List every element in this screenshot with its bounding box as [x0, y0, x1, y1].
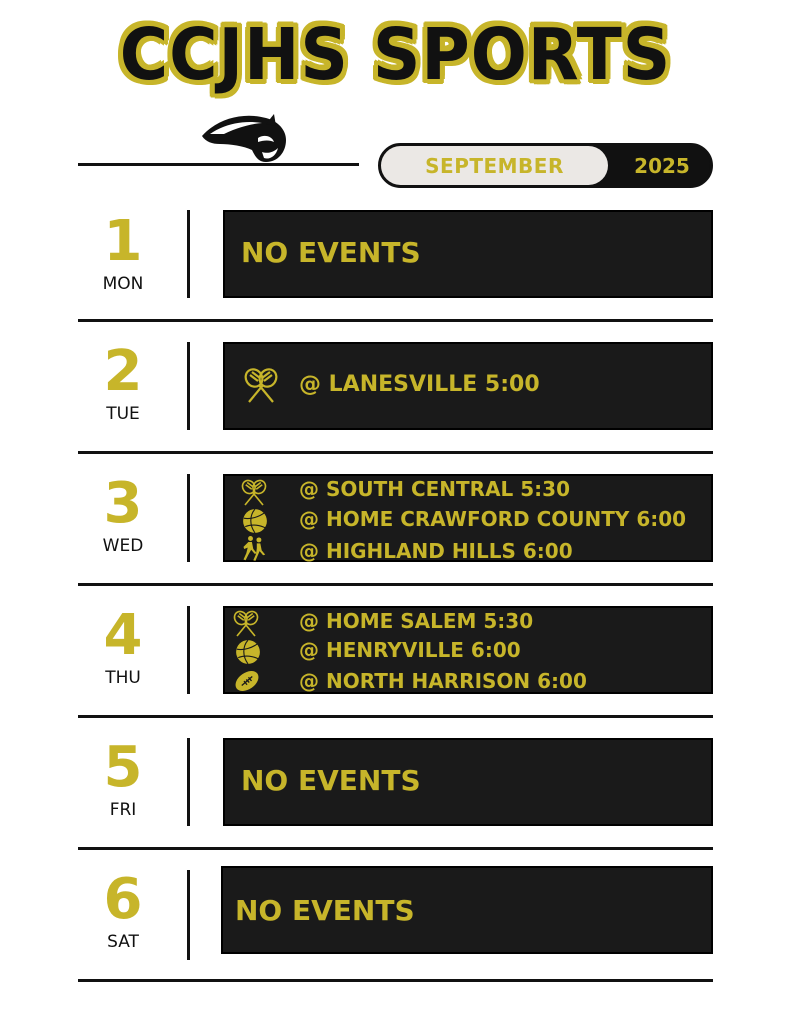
- tennis-icon: [241, 366, 281, 406]
- volleyball-icon: [241, 507, 269, 535]
- tennis-icon: [231, 609, 261, 639]
- day-name: WED: [102, 536, 144, 556]
- day-divider: [187, 738, 190, 826]
- row-separator: [78, 583, 713, 586]
- football-icon: [232, 666, 262, 696]
- event-box: [223, 606, 713, 694]
- event-text: @ LANESVILLE 5:00: [299, 372, 540, 397]
- day-row: [78, 208, 713, 300]
- event-text: @ SOUTH CENTRAL 5:30: [299, 477, 571, 501]
- day-name: FRI: [109, 800, 137, 820]
- day-row: [78, 866, 713, 960]
- event-box: [223, 342, 713, 430]
- day-name: SAT: [107, 932, 139, 952]
- day-divider: [187, 210, 190, 298]
- event-text: @ HOME SALEM 5:30: [299, 609, 534, 633]
- day-divider: [187, 870, 190, 960]
- month-year-pill: [378, 143, 713, 188]
- day-row: [78, 340, 713, 432]
- event-box: [221, 866, 713, 954]
- row-separator: [78, 979, 713, 982]
- day-number: 1: [103, 209, 143, 274]
- volleyball-icon: [234, 638, 262, 666]
- event-text: @ HENRYVILLE 6:00: [299, 638, 521, 662]
- day-divider: [187, 342, 190, 430]
- page-title: CCJHS SPORTS: [119, 12, 672, 97]
- event-text: @ HIGHLAND HILLS 6:00: [299, 539, 573, 563]
- day-divider: [187, 606, 190, 694]
- event-box: [223, 210, 713, 298]
- day-name: THU: [105, 668, 141, 688]
- day-name: MON: [102, 274, 144, 294]
- event-text: @ NORTH HARRISON 6:00: [299, 669, 587, 693]
- year-label: 2025: [634, 153, 690, 178]
- day-divider: [187, 474, 190, 562]
- event-box: [223, 474, 713, 562]
- day-name: TUE: [106, 404, 140, 424]
- tennis-icon: [239, 478, 269, 508]
- month-label: SEPTEMBER: [381, 146, 608, 185]
- day-row: [78, 736, 713, 828]
- row-separator: [78, 715, 713, 718]
- day-number: 2: [103, 339, 143, 404]
- day-number: 3: [103, 471, 143, 536]
- panther-logo-icon: [200, 108, 290, 164]
- day-number: 4: [103, 603, 143, 668]
- day-row: [78, 604, 713, 696]
- day-number: 5: [103, 735, 143, 800]
- header-rule: [78, 163, 359, 166]
- day-number: 6: [103, 867, 143, 932]
- runner-icon: [239, 535, 269, 563]
- event-text: @ HOME CRAWFORD COUNTY 6:00: [299, 507, 687, 531]
- row-separator: [78, 847, 713, 850]
- no-events-label: NO EVENTS: [241, 764, 421, 797]
- day-row: [78, 472, 713, 564]
- row-separator: [78, 319, 713, 322]
- event-box: [223, 738, 713, 826]
- row-separator: [78, 451, 713, 454]
- no-events-label: NO EVENTS: [235, 894, 415, 927]
- no-events-label: NO EVENTS: [241, 236, 421, 269]
